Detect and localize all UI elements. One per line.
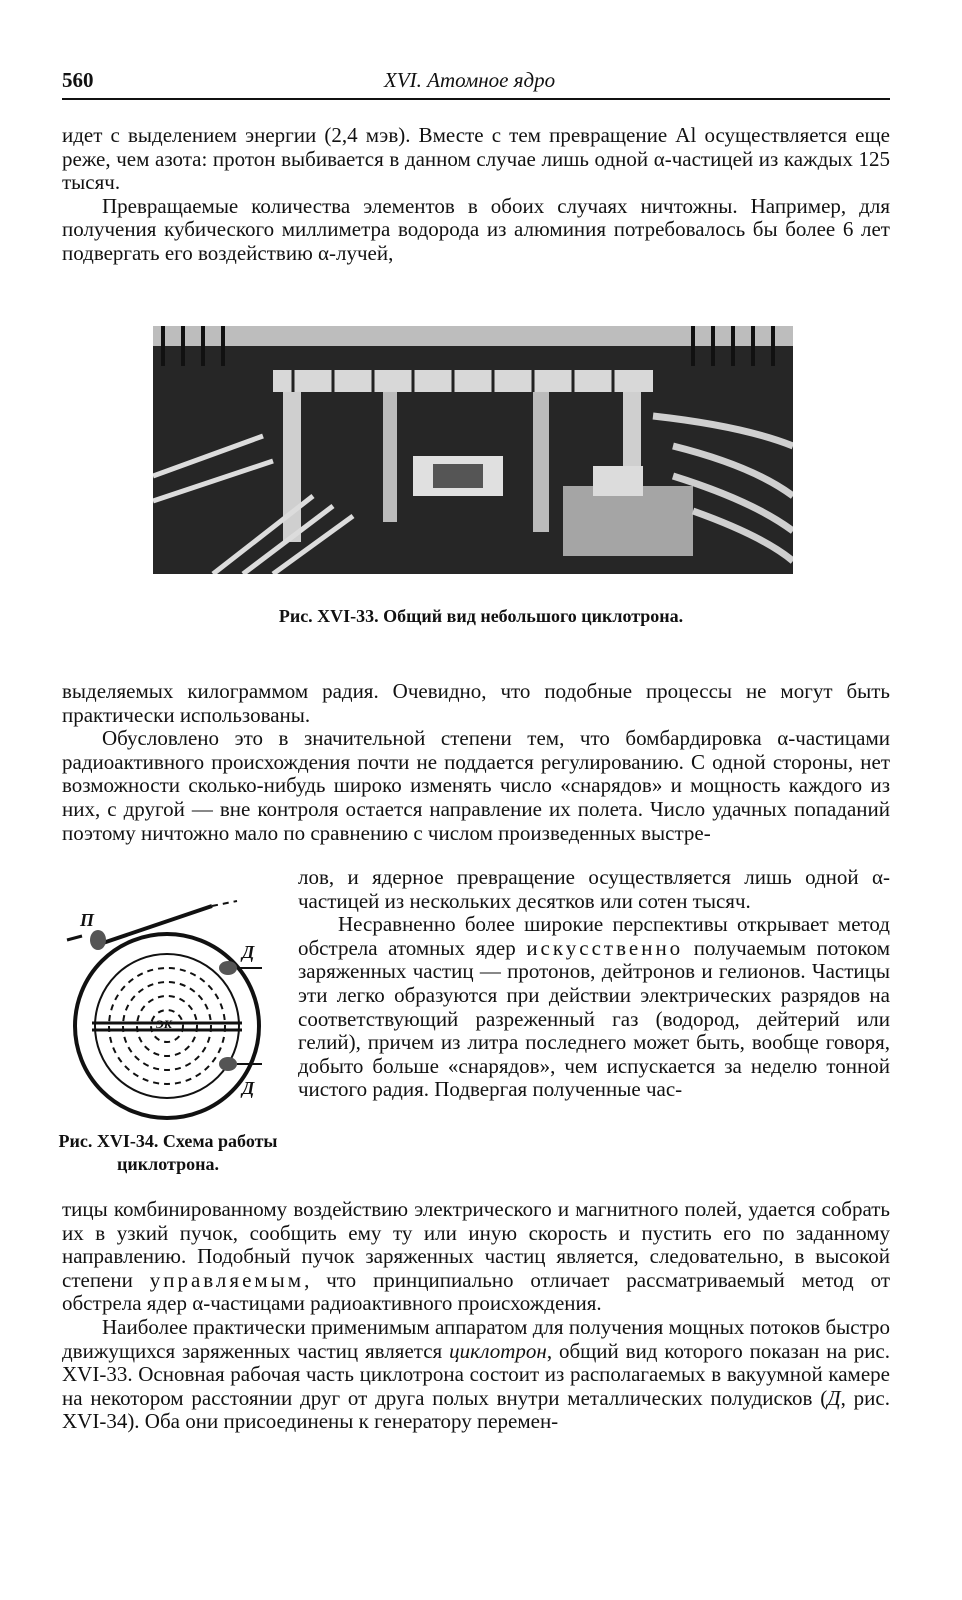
diagram-label-d-top: Д xyxy=(242,942,255,962)
text-run: , общий вид которого показан на рис. XVI-33. Основная рабочая часть циклотрона состоит из располагаемых в вакуумной камере на некотором расстоянии друг от друга полых внутри металлических полудисков ( xyxy=(62,1338,891,1410)
text-run: Наиболее практически применимым аппаратом для получения мощных потоков быстро движущихся заряженных частиц является xyxy=(62,1314,890,1363)
text-block-bottom xyxy=(62,1198,890,1434)
paragraph xyxy=(62,1316,890,1434)
paragraph xyxy=(298,913,890,1102)
diagram-label-d-bottom: Д xyxy=(242,1078,255,1098)
text-run: , рис. XVI-34). Оба они присоединены к генератору перемен- xyxy=(62,1385,890,1434)
diagram-label-center: ЭК xyxy=(156,1017,172,1031)
emphasis-italic: циклотрон xyxy=(449,1338,547,1363)
paragraph: лов, и ядерное превращение осуществляется лишь одной α-частицей из нескольких десятков или сотен тысяч. xyxy=(298,865,890,913)
text-run: тицы комбинированному воздействию электрического и магнитного полей, удается собрать их в узкий пучок, сообщить ему ту или иную скорость и пустить его по заданному направлению. Подобный пучок заряженных частиц является, следовательно, в высокой степени xyxy=(62,1197,890,1292)
diagram-label-p: П xyxy=(80,910,95,930)
text-block-middle xyxy=(62,680,890,845)
text-block-wrapped xyxy=(298,866,890,1102)
cyclotron-photo xyxy=(153,326,793,574)
emphasis-spaced: управляемым xyxy=(149,1267,305,1292)
cyclotron-diagram xyxy=(62,896,272,1126)
emphasis-italic: Д xyxy=(827,1385,841,1410)
paragraph: идет с выделением энергии (2,4 мэв). Вместе с тем превращение Al осуществляется еще реже, чем азота: протон выбивается в данном случае лишь одной α-частицей из каждых 125 тысяч. xyxy=(62,123,890,195)
paragraph: Обусловлено это в значительной степени тем, что бомбардировка α-частицами радиоактивного происхождения почти не поддается регулированию. С одной стороны, нет возможности сколько-нибудь широко изменять число «снарядов» и мощность каждого из них, с другой — вне контроля остается направление их полета. Число удачных попаданий поэтому ничтожно мало по сравнению с числом произведенных выстре- xyxy=(62,726,890,845)
page-header xyxy=(62,68,890,98)
running-title: XVI. Атомное ядро xyxy=(384,68,556,92)
header-rule xyxy=(62,98,890,100)
text-block-top xyxy=(62,124,890,266)
figure-caption-2: Рис. XVI-34. Схема работы циклотрона. xyxy=(58,1131,278,1174)
page-number: 560 xyxy=(62,68,94,92)
paragraph xyxy=(62,1198,890,1316)
emphasis-spaced: искусственно xyxy=(526,935,684,960)
text-run: , что принципиально отличает рассматриваемый метод от обстрела ядер α-частицами радиоактивного происхождения. xyxy=(62,1267,890,1316)
text-run: получаемым потоком заряженных частиц — протонов, дейтронов и гелионов. Частицы эти легко образуются при действии электрических разрядов на соответствующий разреженный газ (водород, дейтерий или гелий), причем из литра последнего может быть, вообще говоря, добыто больше «снарядов», чем испускается за неделю тонной чистого радия. Подвергая полученные час- xyxy=(298,935,891,1102)
figure-caption-1: Рис. XVI-33. Общий вид небольшого циклотрона. xyxy=(278,606,684,626)
paragraph: Превращаемые количества элементов в обоих случаях ничтожны. Например, для получения кубического миллиметра водорода из алюминия потребовалось бы более 6 лет подвергать его воздействию α-лучей, xyxy=(62,193,890,265)
text-run: Несравненно более широкие перспективы открывает метод обстрела атомных ядер xyxy=(298,912,890,960)
paragraph: выделяемых килограммом радия. Очевидно, что подобные процессы не могут быть практически использованы. xyxy=(62,679,890,727)
